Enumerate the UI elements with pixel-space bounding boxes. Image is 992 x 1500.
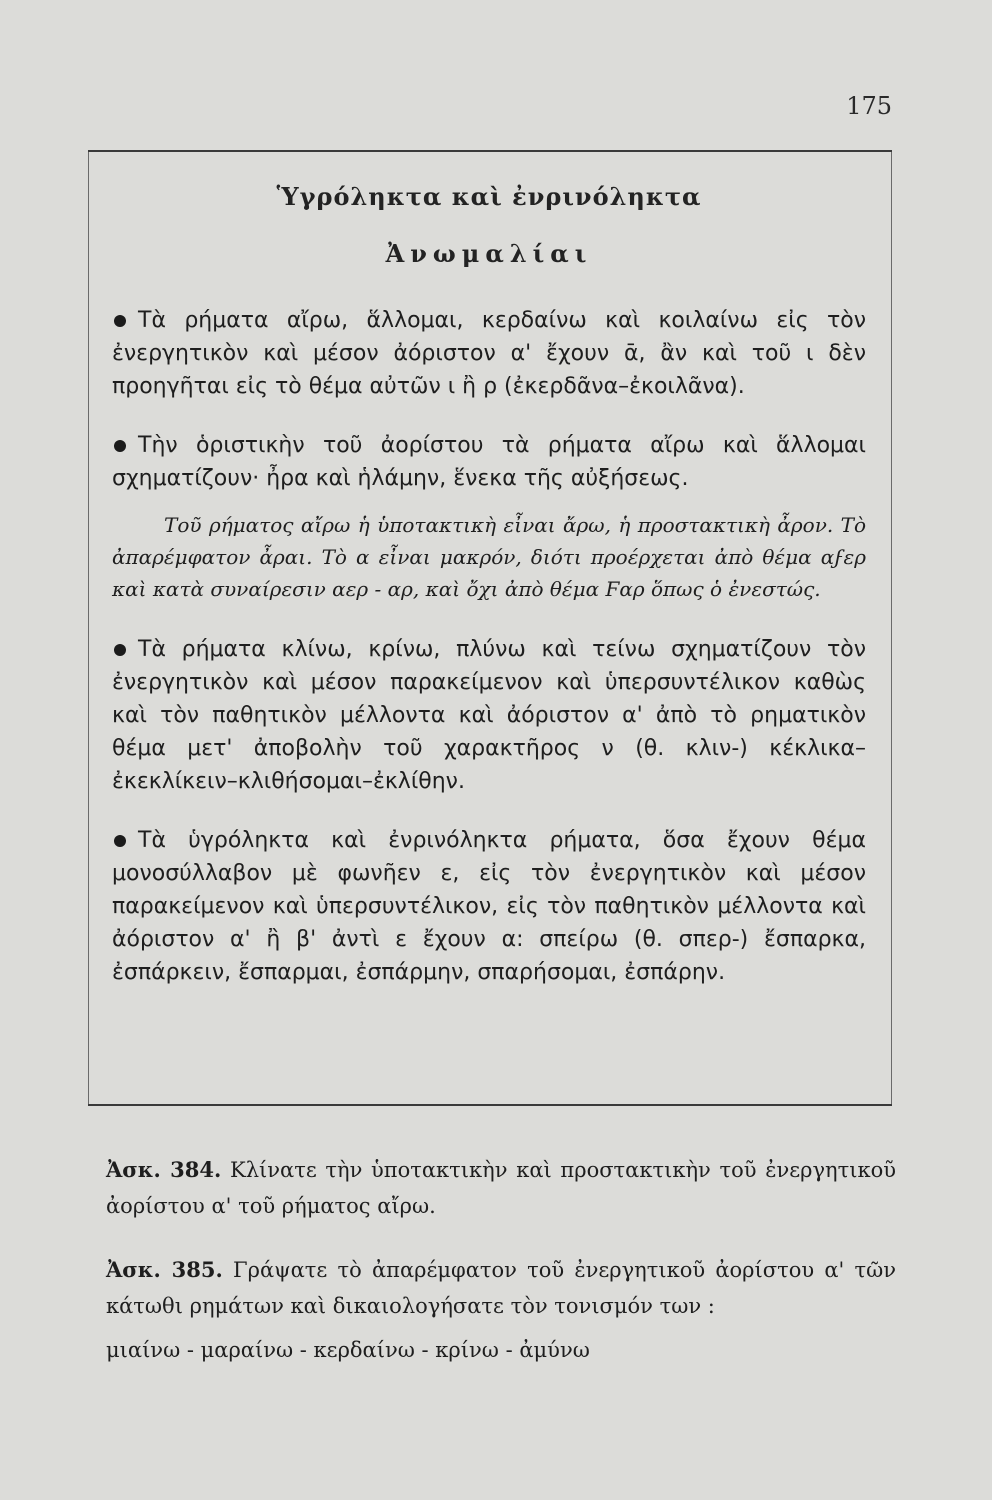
exercise-label: Ἀσκ. 384. xyxy=(106,1157,222,1182)
exercise-item xyxy=(106,1152,896,1224)
rule-text: Τὰ ρήματα αἴρω, ἅλλομαι, κερδαίνω καὶ κοιλαίνω εἰς τὸν ἐνεργητικὸν καὶ μέσον ἀόριστον α' ἔχουν ᾱ, ἂν καὶ τοῦ ι δὲν προηγῆται εἰς τὸ θέμα αὐτῶν ι ἢ ρ (ἐκερδᾶνα–ἐκοιλᾶνα). xyxy=(112,308,866,399)
rule-paragraph xyxy=(112,824,866,989)
bullet-icon xyxy=(114,315,126,327)
page-number: 175 xyxy=(846,92,892,120)
grammar-rules-box xyxy=(88,150,892,1106)
rule-paragraph xyxy=(112,304,866,403)
bullet-icon xyxy=(114,644,126,656)
bullet-icon xyxy=(114,835,126,847)
rule-paragraph xyxy=(112,633,866,798)
exercise-text: Γράψατε τὸ ἀπαρέμφατον τοῦ ἐνεργητικοῦ ἀορίστου α' τῶν κάτωθι ρημάτων καὶ δικαιολογήσατε τὸν τονισμόν των : xyxy=(106,1258,896,1318)
rule-text: Τὰ ὑγρόληκτα καὶ ἐνρινόληκτα ρήματα, ὅσα ἔχουν θέμα μονοσύλλαβον μὲ φωνῆεν ε, εἰς τὸν ἐνεργητικὸν καὶ μέσον παρακείμενον καὶ ὑπερσυντέλικον, εἰς τὸν παθητικὸν μέλλοντα καὶ ἀόριστον α' ἢ β' ἀντὶ ε ἔχουν α: σπείρω (θ. σπερ-) ἔσπαρκα, ἐσπάρκειν, ἔσπαρμαι, ἐσπάρμην, σπαρήσομαι, ἐσπάρην. xyxy=(112,828,866,985)
bullet-icon xyxy=(114,440,126,452)
exercise-item xyxy=(106,1252,896,1324)
section-heading: Ὑγρόληκτα καὶ ἐνρινόληκτα xyxy=(276,182,702,211)
verb-word-list: μιαίνω - μαραίνω - κερδαίνω - κρίνω - ἀμύνω xyxy=(106,1338,590,1362)
section-subheading: Ἀνωμαλίαι xyxy=(385,239,593,268)
exercise-label: Ἀσκ. 385. xyxy=(106,1257,223,1282)
grammar-rules-content xyxy=(112,182,866,1015)
exercise-text: Κλίνατε τὴν ὑποτακτικὴν καὶ προστακτικὴν τοῦ ἐνεργητικοῦ ἀορίστου α' τοῦ ρήματος αἴρω. xyxy=(106,1158,896,1218)
exercises-section xyxy=(106,1152,896,1396)
italic-note: Τοῦ ρήματος αἴρω ἡ ὑποτακτικὴ εἶναι ἄρω, ἡ προστακτικὴ ἆρον. Τὸ ἀπαρέμφατον ἆραι. Τὸ α εἶναι μακρόν, διότι προέρχεται ἀπὸ θέμα αϝερ καὶ κατὰ συναίρεσιν αερ - αρ, καὶ ὄχι ἀπὸ θέμα Ϝαρ ὅπως ὁ ἐνεστώς. xyxy=(112,513,866,601)
rule-text: Τὰ ρήματα κλίνω, κρίνω, πλύνω καὶ τείνω σχηματίζουν τὸν ἐνεργητικὸν καὶ μέσον παρακείμενον καὶ ὑπερσυντέλικον καθὼς καὶ τὸν παθητικὸν μέλλοντα καὶ ἀόριστον α' ἀπὸ τὸ ρηματικὸν θέμα μετ' ἀποβολὴν τοῦ χαρακτῆρος ν (θ. κλιν-) κέκλικα–ἐκεκλίκειν–κλιθήσομαι–ἐκλίθην. xyxy=(112,637,866,794)
rule-text: Τὴν ὁριστικὴν τοῦ ἀορίστου τὰ ρήματα αἴρω καὶ ἅλλομαι σχηματίζουν· ἦρα καὶ ἡλάμην, ἕνεκα τῆς αὐξήσεως. xyxy=(112,433,866,491)
rule-paragraph xyxy=(112,429,866,495)
